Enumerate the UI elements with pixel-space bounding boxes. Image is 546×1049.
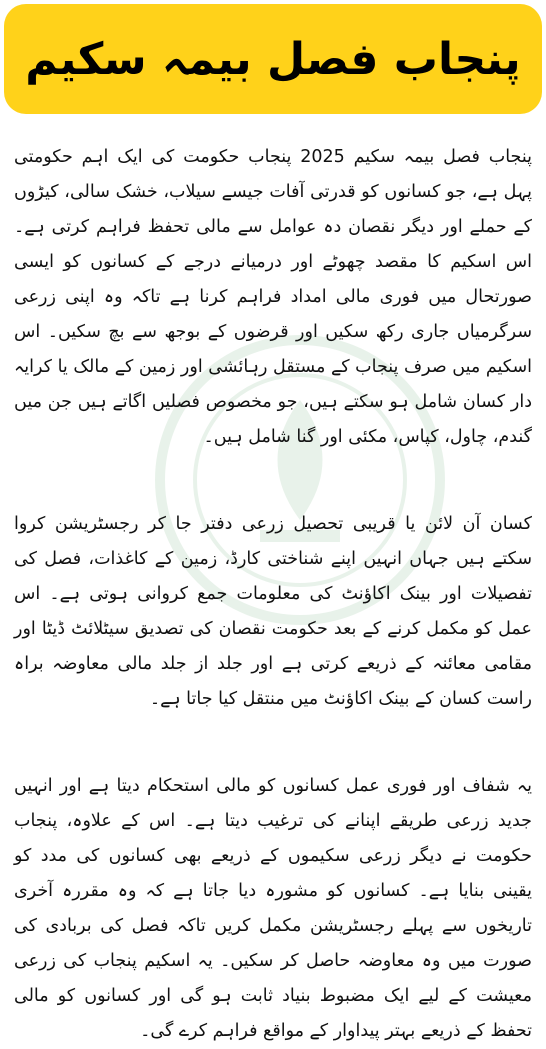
paragraph-registration: کسان آن لائن یا قریبی تحصیل زرعی دفتر جا کر رجسٹریشن کروا سکتے ہیں جہاں انہیں اپنے شناختی کارڈ، زمین کے کاغذات، فصل کی تفصیلات اور بینک اکاؤنٹ کی معلومات جمع کروانی ہوتی ہے۔ اس عمل کو مکمل کرنے کے بعد حکومت نقصان کی تصدیق سیٹلائٹ ڈیٹا اور مقامی معائنہ کے ذریعے کرتی ہے اور جلد از جلد مالی معاوضہ براہ راست کسان کے بینک اکاؤنٹ میں منتقل کیا جاتا ہے۔	[14, 514, 532, 709]
page-title: پنجاب فصل بیمہ سکیم	[25, 33, 521, 85]
article-body	[14, 140, 532, 1049]
paragraph-benefits: یہ شفاف اور فوری عمل کسانوں کو مالی استحکام دیتا ہے اور انہیں جدید زرعی طریقے اپنانے کی ترغیب دیتا ہے۔ اس کے علاوہ، پنجاب حکومت نے دیگر زرعی سکیموں کے ذریعے بھی کسانوں کی مدد کو یقینی بنایا ہے۔ کسانوں کو مشورہ دیا جاتا ہے کہ وہ مقررہ آخری تاریخوں سے پہلے رجسٹریشن مکمل کریں تاکہ فصل کی بربادی کی صورت میں وہ معاوضہ حاصل کر سکیں۔ یہ اسکیم پنجاب کی زرعی معیشت کے لیے ایک مضبوط بنیاد ثابت ہو گی اور کسانوں کو مالی تحفظ کے ذریعے بہتر پیداوار کے مواقع فراہم کرے گی۔	[14, 776, 532, 1041]
title-banner	[4, 4, 542, 114]
paragraph-intro: پنجاب فصل بیمہ سکیم 2025 پنجاب حکومت کی ایک اہم حکومتی پہل ہے، جو کسانوں کو قدرتی آفات جیسے سیلاب، خشک سالی، کیڑوں کے حملے اور دیگر نقصان دہ عوامل سے مالی تحفظ فراہم کرتی ہے۔ اس اسکیم کا مقصد چھوٹے اور درمیانے درجے کے کسانوں کو ایسی صورتحال میں فوری مالی امداد فراہم کرنا ہے تاکہ وہ اپنی زرعی سرگرمیاں جاری رکھ سکیں اور قرضوں کے بوجھ سے بچ سکیں۔ اس اسکیم میں صرف پنجاب کے مستقل رہائشی اور زمین کے مالک یا کرایہ دار کسان شامل ہو سکتے ہیں، جو مخصوص فصلیں اگاتے ہیں جن میں گندم، چاول، کپاس، مکئی اور گنا شامل ہیں۔	[14, 147, 532, 447]
